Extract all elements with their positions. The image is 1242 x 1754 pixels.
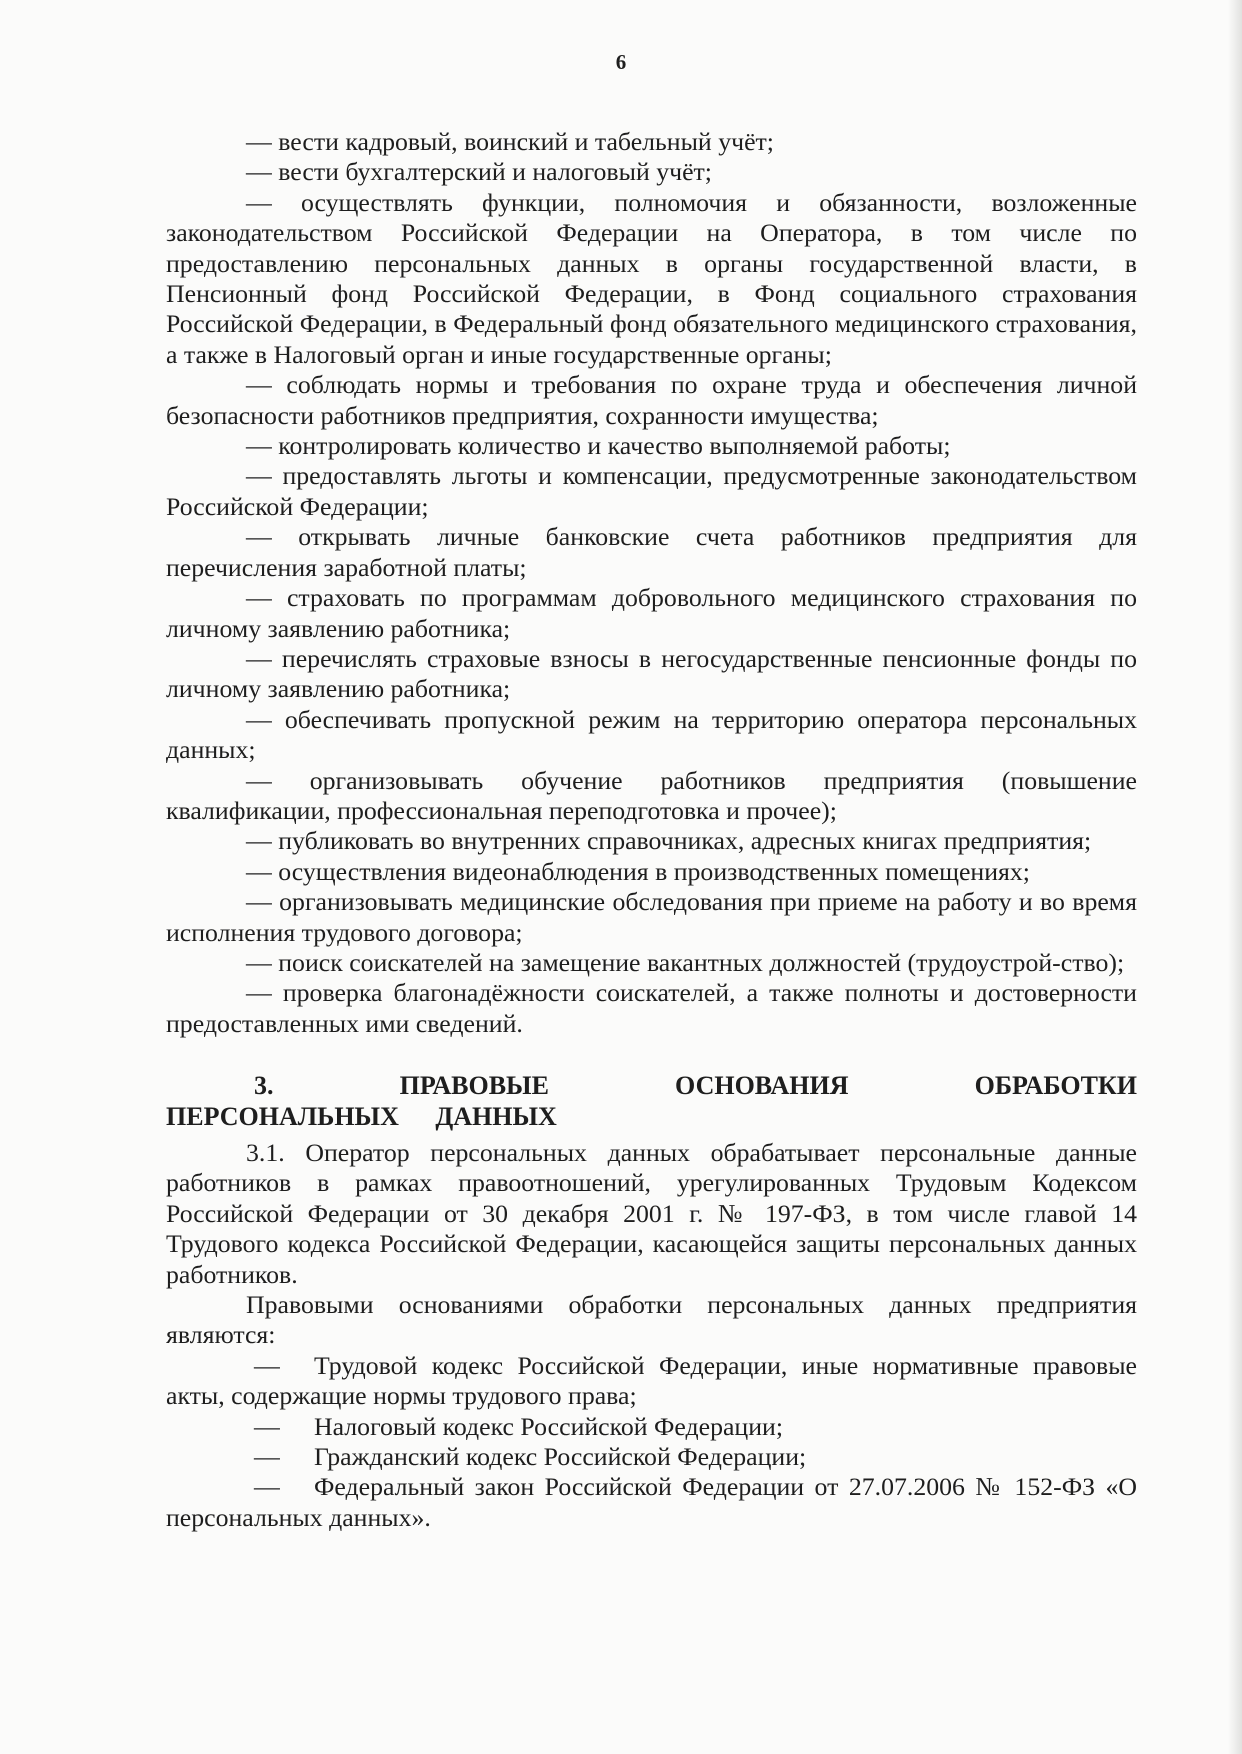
legal-basis-item [166, 1412, 1137, 1442]
duty-item: — обеспечивать пропускной режим на территорию оператора персональных данных; [166, 704, 1137, 765]
clause-3-1: 3.1. Оператор персональных данных обрабатывает персональные данные работников в рамках правоотношений, урегулированных Трудовым Кодексом Российской Федерации от 30 декабря 2001 г. № 197-ФЗ, в том числе главой 14 Трудового кодекса Российской Федерации, касающейся защиты персональных данных работников. [166, 1138, 1137, 1289]
duty-item: — поиск соискателей на замещение вакантных должностей (трудоустрой-ство); [246, 947, 1125, 977]
legal-bases-list [166, 1351, 1137, 1533]
duty-item: — страховать по программам добровольного медицинского страхования по личному заявлению работника; [166, 583, 1137, 643]
legal-basis-item [166, 1442, 1137, 1472]
duty-item: — вести кадровый, воинский и табельный учёт; [246, 127, 774, 156]
duty-item: — осуществления видеонаблюдения в производственных помещениях; [246, 856, 1030, 886]
legal-bases-intro: Правовыми основаниями обработки персональных данных предприятия являются: [166, 1290, 1137, 1350]
duty-item: — осуществлять функции, полномочия и обязанности, возложенные законодательством Российской Федерации на Оператора, в том числе по предоставлению персональных данных в органы государственной власти, в Пенсионный фонд Российской Федерации, в Фонд социального страхования Российской Федерации, в Федеральный фонд обязательного медицинского страхования, а также в Налоговый орган и иные государственные органы; [166, 187, 1137, 369]
duty-item: — организовывать медицинские обследования при приеме на работу и во время исполнения трудового договора; [166, 887, 1137, 947]
page-number: 6 [615, 50, 627, 74]
duty-item: — вести бухгалтерский и налоговый учёт; [246, 157, 712, 187]
duty-item: — открывать личные банковские счета работников предприятия для перечисления заработной платы; [166, 522, 1137, 582]
scan-edge-shadow [1228, 0, 1242, 1754]
dash-marker: — [254, 1411, 280, 1441]
dash-marker: — [254, 1442, 280, 1472]
duty-item: — организовывать обучение работников предприятия (повышение квалификации, профессиональная переподготовка и прочее); [166, 765, 1137, 825]
duty-item: — предоставлять льготы и компенсации, предусмотренные законодательством Российской Федерации; [166, 461, 1137, 521]
duties-list [166, 127, 1137, 1039]
duty-item: — контролировать количество и качество выполняемой работы; [246, 431, 951, 461]
duty-item: — проверка благонадёжности соискателей, а также полноты и достоверности предоставленных ими сведений. [166, 978, 1137, 1038]
duty-item: — перечислять страховые взносы в негосударственные пенсионные фонды по личному заявлению работника; [166, 643, 1137, 704]
duty-item: — соблюдать нормы и требования по охране труда и обеспечения личной безопасности работников предприятия, сохранности имущества; [166, 370, 1137, 430]
duty-item: — публиковать во внутренних справочниках, адресных книгах предприятия; [246, 826, 1092, 856]
legal-basis-text: Гражданский кодекс Российской Федерации; [314, 1442, 807, 1472]
legal-basis-text: Трудовой кодекс Российской Федерации, иные нормативные правовые акты, содержащие нормы трудового права; [166, 1350, 1137, 1411]
legal-basis-text: Федеральный закон Российской Федерации от 27.07.2006 № 152-ФЗ «О персональных данных». [166, 1472, 1137, 1532]
page-content [166, 127, 1137, 1533]
legal-basis-item [166, 1472, 1137, 1533]
legal-basis-text: Налоговый кодекс Российской Федерации; [314, 1411, 784, 1441]
dash-marker: — [254, 1350, 280, 1380]
legal-basis-item [166, 1351, 1137, 1412]
section-heading: 3. ПРАВОВЫЕ ОСНОВАНИЯ ОБРАБОТКИ ПЕРСОНАЛЬНЫХ ДАННЫХ [166, 1071, 1137, 1131]
dash-marker: — [254, 1472, 280, 1502]
